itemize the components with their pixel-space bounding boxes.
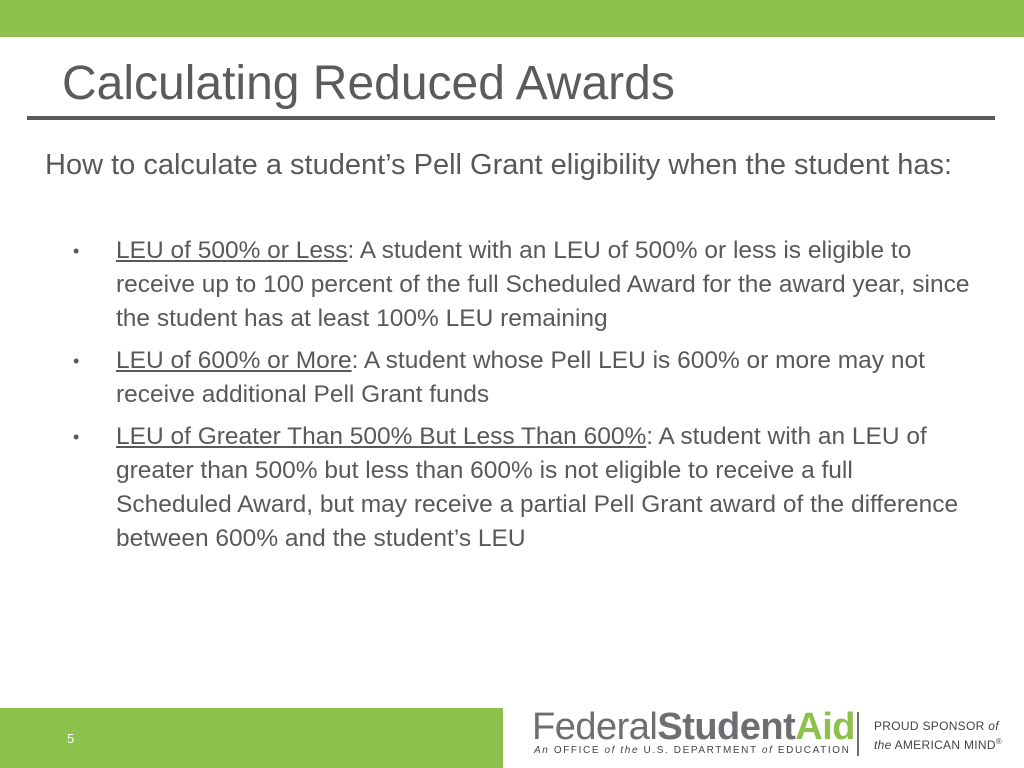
federal-student-aid-logo	[532, 706, 855, 764]
bullet-item-leu-600-or-more	[70, 344, 970, 412]
bullet-text: : A student with an LEU of greater than 500% but less than 600% is not eligible to receive a full Scheduled Award, but may receive a partial Pell Grant award of the difference between 600% and the student’s LEU	[116, 423, 959, 552]
bullet-term: LEU of Greater Than 500% But Less Than 600%	[116, 423, 647, 450]
logo-divider	[857, 712, 859, 756]
page-number: 5	[67, 731, 75, 746]
bullet-list	[70, 234, 970, 564]
sponsor-line-1: PROUD SPONSOR of	[874, 719, 999, 733]
logo-tagline: An OFFICE of the U.S. DEPARTMENT of EDUCATION	[534, 745, 851, 756]
intro-text: How to calculate a student’s Pell Grant eligibility when the student has:	[45, 149, 953, 181]
sponsor-tagline	[874, 718, 1002, 753]
bullet-item-leu-500-or-less	[70, 234, 970, 336]
bullet-text: : A student whose Pell LEU is 600% or more may not receive additional Pell Grant funds	[116, 347, 925, 408]
bullet-icon: •	[73, 241, 80, 261]
logo-word-federal: Federal	[532, 706, 658, 748]
bullet-icon: •	[73, 427, 80, 447]
bullet-term: LEU of 600% or More	[116, 347, 352, 374]
bullet-term: LEU of 500% or Less	[116, 237, 348, 264]
top-accent-bar	[0, 0, 1024, 37]
logo-word-student: Student	[657, 706, 796, 748]
bullet-icon: •	[73, 351, 80, 371]
bullet-text: : A student with an LEU of 500% or less is eligible to receive up to 100 percent of the full Scheduled Award for the award year, since the student has at least 100% LEU remaining	[116, 237, 970, 332]
logo-wordmark	[532, 706, 855, 748]
slide-title: Calculating Reduced Awards	[62, 57, 675, 110]
title-divider	[27, 116, 995, 120]
footer-accent-bar	[0, 708, 503, 768]
bullet-item-leu-between-500-600	[70, 420, 970, 556]
logo-word-aid: Aid	[795, 706, 855, 748]
sponsor-line-2: the AMERICAN MIND®	[874, 737, 1003, 752]
